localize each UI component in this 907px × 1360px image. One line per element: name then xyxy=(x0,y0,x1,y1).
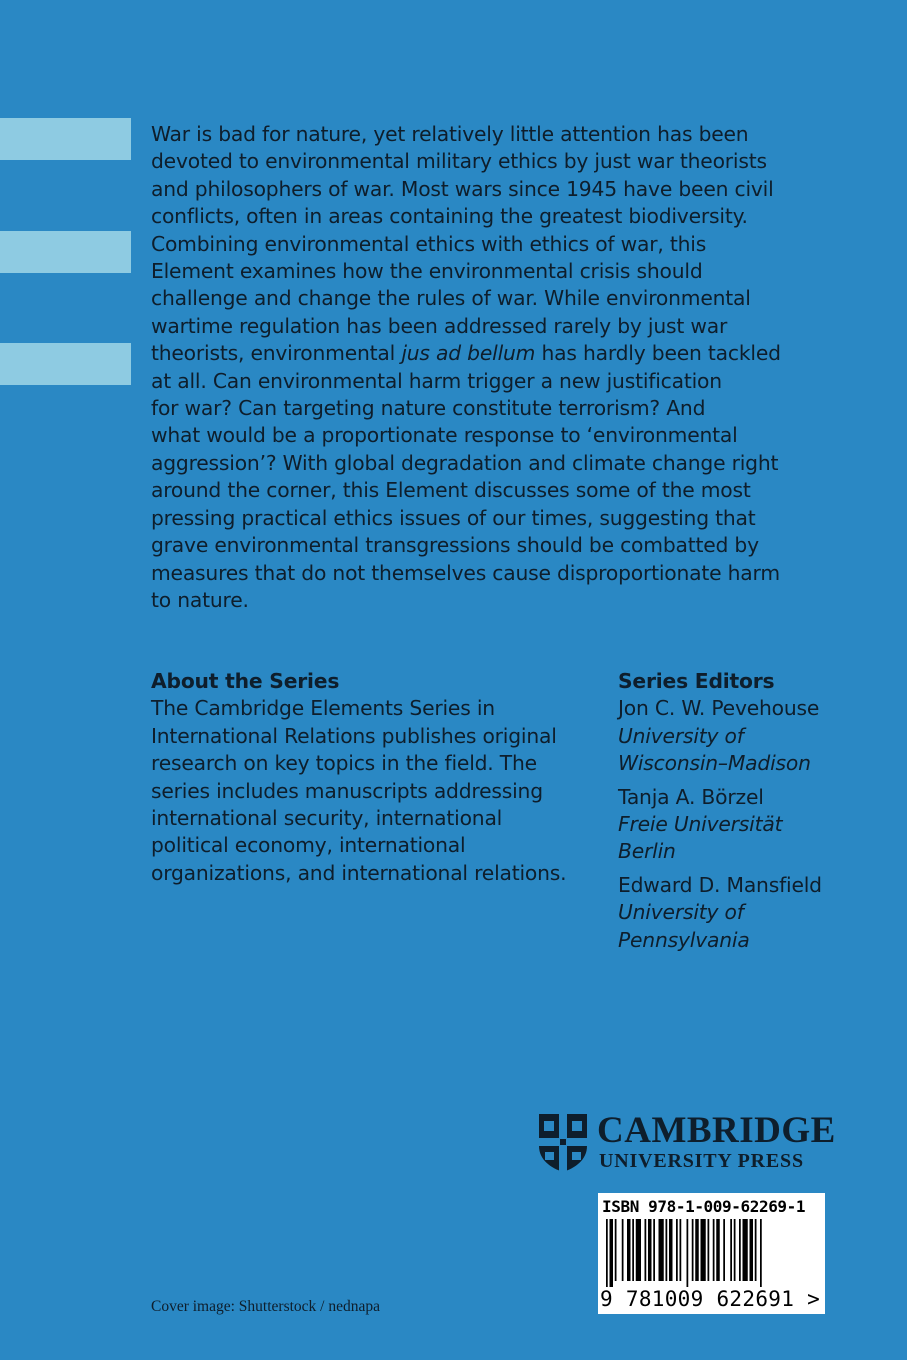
editor-affiliation: Wisconsin–Madison xyxy=(618,751,811,776)
barcode-bar xyxy=(701,1219,706,1281)
blurb-line: devoted to environmental military ethics by just war theorists xyxy=(151,149,767,174)
editor-affiliation: University of xyxy=(618,900,744,925)
blurb-text: theorists, environmental xyxy=(151,341,402,366)
barcode-bar xyxy=(648,1219,652,1281)
decorative-tab-3 xyxy=(0,343,131,385)
barcode-bar xyxy=(680,1219,682,1281)
barcode-bar xyxy=(734,1219,736,1281)
editors-heading: Series Editors xyxy=(618,669,775,693)
barcode-bar xyxy=(743,1219,748,1281)
barcode-bar xyxy=(760,1219,762,1287)
editor-affiliation: Berlin xyxy=(618,839,676,864)
blurb-line: aggression’? With global degradation and climate change right xyxy=(151,450,779,475)
about-line: series includes manuscripts addressing xyxy=(151,778,543,803)
barcode-bar xyxy=(750,1219,754,1281)
barcode-bar xyxy=(713,1219,715,1281)
barcode xyxy=(606,1219,818,1287)
barcode-bar xyxy=(676,1219,678,1281)
barcode-bar xyxy=(632,1219,634,1281)
blurb-line: what would be a proportionate response to ‘environmental xyxy=(151,423,738,448)
barcode-bar xyxy=(653,1219,655,1281)
barcode-bar xyxy=(730,1219,732,1281)
blurb-line: and philosophers of war. Most wars since 1945 have been civil xyxy=(151,176,774,201)
about-heading: About the Series xyxy=(151,669,340,693)
blurb-line: conflicts, often in areas containing the greatest biodiversity. xyxy=(151,204,748,229)
blurb-line: to nature. xyxy=(151,587,249,612)
decorative-tab-1 xyxy=(0,118,131,160)
about-the-series xyxy=(151,668,601,887)
isbn-barcode-box xyxy=(598,1193,825,1314)
editor-affiliation: University of xyxy=(618,723,744,748)
about-line: political economy, international xyxy=(151,833,466,858)
isbn-label: ISBN 978-1-009-62269-1 xyxy=(602,1197,806,1216)
blurb-line: around the corner, this Element discusses some of the most xyxy=(151,478,751,503)
publisher-logo xyxy=(537,1110,836,1174)
about-line: International Relations publishes original xyxy=(151,723,557,748)
barcode-bar xyxy=(636,1219,641,1281)
barcode-bar xyxy=(627,1219,631,1281)
publisher-subname: UNIVERSITY PRESS xyxy=(599,1150,804,1172)
barcode-bar xyxy=(666,1219,668,1281)
blurb-line: measures that do not themselves cause disproportionate harm xyxy=(151,560,780,585)
barcode-bar xyxy=(692,1219,694,1281)
blurb-italic-term: jus ad bellum xyxy=(401,341,536,366)
editor-name: Jon C. W. Pevehouse xyxy=(618,696,820,721)
barcode-bar xyxy=(610,1219,614,1287)
blurb-line: Element examines how the environmental crisis should xyxy=(151,259,703,284)
about-line: research on key topics in the field. The xyxy=(151,751,537,776)
barcode-bar xyxy=(669,1219,673,1281)
blurb-line: grave environmental transgressions should be combatted by xyxy=(151,533,759,558)
about-line: The Cambridge Elements Series in xyxy=(151,696,495,721)
barcode-bar xyxy=(615,1219,617,1281)
barcode-bar xyxy=(606,1219,608,1287)
barcode-bar xyxy=(755,1219,757,1281)
blurb-line: for war? Can targeting nature constitute terrorism? And xyxy=(151,396,706,421)
decorative-tab-2 xyxy=(0,231,131,273)
editor-affiliation: Freie Universität xyxy=(618,812,783,837)
ean-digits: 9 781009 622691 > xyxy=(600,1287,821,1311)
editor-entry xyxy=(618,784,898,866)
blurb-line: Combining environmental ethics with ethics of war, this xyxy=(151,231,707,256)
editor-name: Edward D. Mansfield xyxy=(618,872,822,897)
publisher-name: CAMBRIDGE xyxy=(597,1110,836,1151)
editor-entry xyxy=(618,695,898,777)
book-blurb xyxy=(151,121,831,614)
barcode-bar xyxy=(695,1219,699,1281)
cambridge-shield-icon xyxy=(537,1112,589,1174)
blurb-line: at all. Can environmental harm trigger a new justification xyxy=(151,368,722,393)
barcode-bar xyxy=(622,1219,624,1281)
editor-name: Tanja A. Börzel xyxy=(618,784,764,809)
blurb-line: War is bad for nature, yet relatively little attention has been xyxy=(151,122,749,146)
barcode-bar xyxy=(659,1219,664,1281)
blurb-line: challenge and change the rules of war. While environmental xyxy=(151,286,751,311)
barcode-bar xyxy=(687,1219,689,1287)
barcode-bar xyxy=(716,1219,720,1281)
about-line: international security, international xyxy=(151,806,503,831)
editor-affiliation: Pennsylvania xyxy=(618,927,750,952)
blurb-text: has hardly been tackled xyxy=(535,341,781,366)
about-line: organizations, and international relations. xyxy=(151,860,567,885)
cover-credit: Cover image: Shutterstock / nednapa xyxy=(151,1298,380,1315)
barcode-bar xyxy=(645,1219,647,1281)
editor-entry xyxy=(618,872,898,954)
barcode-bar xyxy=(708,1219,710,1281)
blurb-line: pressing practical ethics issues of our times, suggesting that xyxy=(151,505,756,530)
barcode-bar xyxy=(723,1219,725,1281)
blurb-line: wartime regulation has been addressed rarely by just war xyxy=(151,313,728,338)
series-editors xyxy=(618,668,898,954)
blurb-line xyxy=(151,340,831,367)
barcode-bar xyxy=(739,1219,741,1281)
